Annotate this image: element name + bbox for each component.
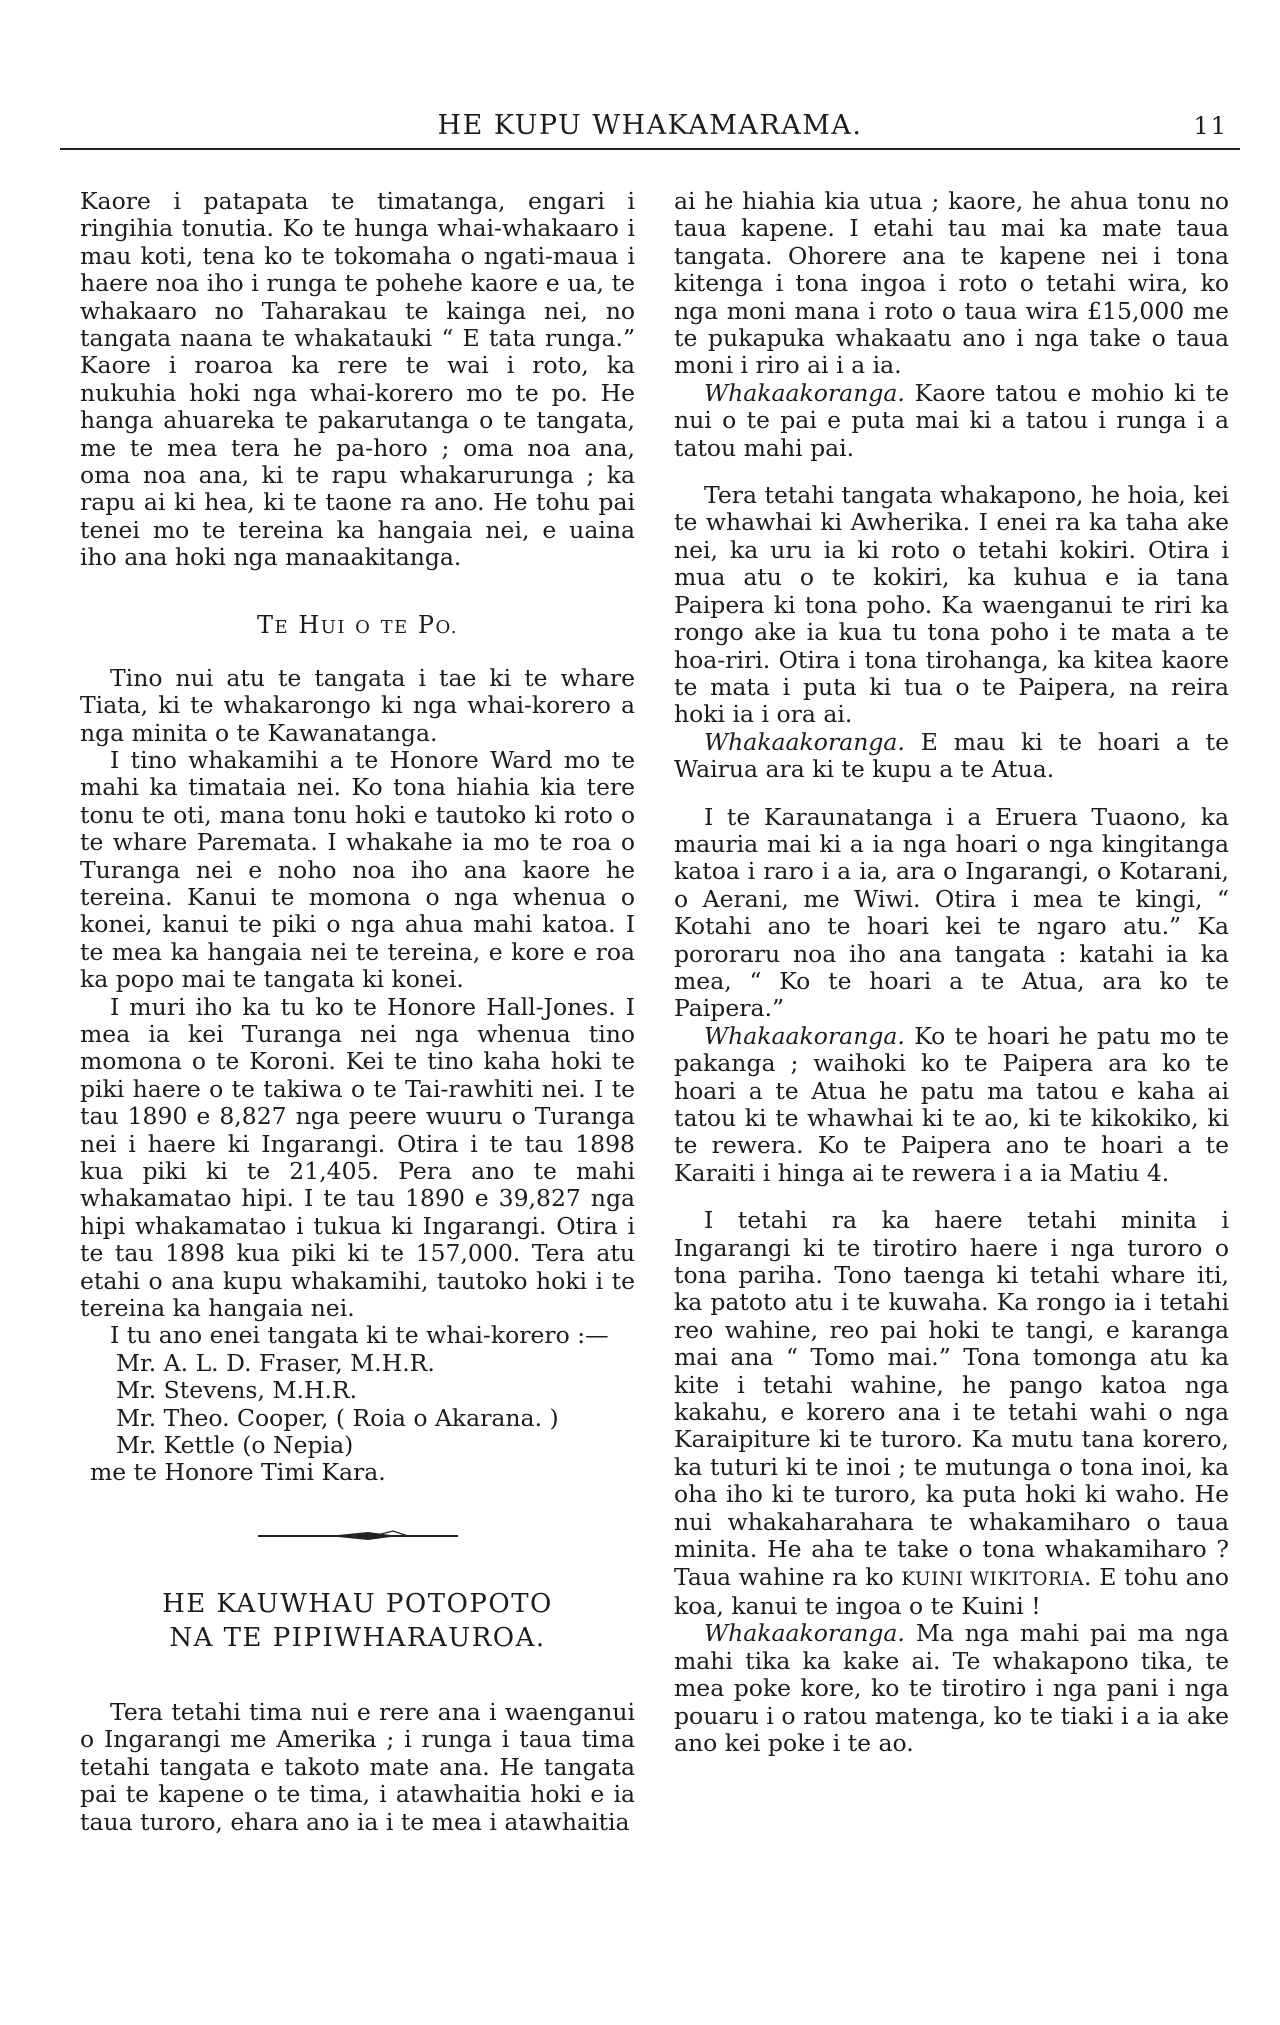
paragraph: Kaore i patapata te timatanga, engari i ringihia tonutia. Ko te hunga whai-whakaaro i mau koti, tena ko te tokomaha o ngati-maua i haere noa iho i runga te pohehe kaore e ua, te whakaaro no Taharakau te kainga nei, no tangata naana te whakatauki “ E tata runga.” Kaore i roaroa ka rere te wai i roto, ka nukuhia hoki nga whai-korero mo te po. He hanga ahuareka te pakarutanga o te tangata, me te mea tera he pa-horo ; oma noa ana, oma noa ana, ki te rapu whakarurunga ; ka rapu ai ki hea, ki te taone ra ano. He tohu pai tenei mo te tereina ka hangaia nei, e uaina iho ana hoki nga manaakitanga. (80, 187, 635, 572)
paragraph: Whakaakoranga. E mau ki te hoari a te Wairua ara ki te kupu a te Atua. (674, 727, 1229, 784)
paragraph: I te Karaunatanga i a Eruera Tuaono, ka mauria mai ki a ia nga hoari o nga kingitanga katoa i raro i a ia, ara o Ingarangi, o Kotarani, o Aerani, me Wiwi. Otira i mea te kingi, “ Kotahi ano te hoari kei te ngaro atu.” Ka pororaru noa iho ana tangata : katahi ia ka mea, “ Ko te hoari a te Atua, ara ko te Paipera.” (674, 802, 1229, 1023)
speaker-list-item: Mr. Theo. Cooper, ( Roia o Akarana. ) (116, 1403, 559, 1432)
paragraph: Whakaakoranga. Kaore tatou e mohio ki te nui o te pai e puta mai ki a tatou i runga i a tatou mahi pai. (674, 378, 1229, 462)
lesson-label: Whakaakoranga. (704, 1619, 905, 1648)
page-header (60, 108, 1240, 150)
running-title: HE KUPU WHAKAMARAMA. (437, 110, 863, 141)
paragraph: Tera tetahi tima nui e rere ana i waenganui o Ingarangi me Amerika ; i runga i taua tima tetahi tangata e takoto mate ana. He tangata pai te kapene o te tima, i atawhaitia hoki e ia taua turoro, ehara ano ia i te mea i atawhaitia (80, 1697, 635, 1836)
queen-name: KUINI WIKITORIA (901, 1568, 1085, 1590)
speaker-list-item: Mr. Kettle (o Nepia) (116, 1431, 354, 1460)
paragraph: ai he hiahia kia utua ; kaore, he ahua tonu no taua kapene. I etahi tau mai ka mate taua tangata. Ohorere ana te kapene nei i tona kitenga i tona ingoa i roto o tetahi wira, ko nga moni mana i roto o taua wira £15,000 me te pukapuka whakaatu ano i nga take o taua moni i riro ai i a ia. (674, 187, 1229, 380)
lesson-label: Whakaakoranga. (704, 727, 905, 756)
speaker-list-item: Mr. Stevens, M.H.R. (116, 1376, 358, 1405)
speaker-list-item: Mr. A. L. D. Fraser, M.H.R. (116, 1348, 435, 1377)
left-column (80, 188, 635, 1836)
closing-line: me te Honore Timi Kara. (90, 1458, 386, 1487)
paragraph: I tino whakamihi a te Honore Ward mo te mahi ka timataia nei. Ko tona hiahia kia tere tonu te oti, mana tonu hoki e tautoko ki roto o te whare Paremata. I whakahe ia mo te roa o Turanga nei e noho noa iho ana kaore he tereina. Kanui te momona o nga whenua o konei, kanui te piki o nga ahua mahi katoa. I te mea ka hangaia nei te tereina, e kore e roa ka popo mai te tangata ki konei. (80, 745, 635, 994)
paragraph: I tetahi ra ka haere tetahi minita i Ingarangi ki te tirotiro haere i nga turoro o tona pariha. Tono taenga ki tetahi whare iti, ka patoto atu i te kuwaha. Ka rongo ia i tetahi reo wahine, reo pai hoki te tangi, e karanga mai ana “ Tomo mai.” Tona tomonga atu ka kite i tetahi wahine, he pango katoa nga kakahu, e korero ana i te tetahi wahi o nga Karaipiture ki te turoro. Ka mutu tana korero, ka tuturi ki te inoi ; te mutunga o tona inoi, ka oha iho ki te turoro, ka puta hoki ki waho. He nui whakaharahara te whakamiharo o taua minita. He aha te take o tona whakamiharo ? Taua wahine ra ko KUINI WIKITORIA. E tohu ano koa, kanui te ingoa o te Kuini ! (674, 1206, 1229, 1620)
section-heading-line: HE KAUWHAU POTOPOTO (162, 1588, 553, 1619)
ornamental-divider (258, 1529, 458, 1543)
lesson-label: Whakaakoranga. (704, 1021, 905, 1050)
page-number: 11 (1193, 112, 1228, 140)
paragraph: I muri iho ka tu ko te Honore Hall-Jones. I mea ia kei Turanga nei nga whenua tino momona o te Koroni. Kei te tino kaha hoki te piki haere o te takiwa o te Tai-rawhiti nei. I te tau 1890 e 8,827 nga peere wuuru o Turanga nei i haere ki Ingarangi. Otira i te tau 1898 kua piki ki te 21,405. Pera ano te mahi whakamatao hipi. I te tau 1890 e 39,827 nga hipi whakamatao i tukua ki Ingarangi. Otira i te tau 1898 kua piki ki te 157,000. Tera atu etahi o ana kupu whakamihi, tautoko hoki i te tereina ka hangaia nei. (80, 992, 635, 1323)
paragraph: Whakaakoranga. Ko te hoari he patu mo te pakanga ; waihoki ko te Paipera ara ko te hoari a te Atua he patu ma tatou e kaha ai tatou ki te whawhai ki te ao, ki te kikokiko, ki te rewera. Ko te Paipera ano te hoari a te Karaiti i hinga ai te rewera i a ia Matiu 4. (674, 1021, 1229, 1187)
section-heading-line: NA TE PIPIWHARAUROA. (169, 1622, 546, 1653)
right-column (674, 188, 1229, 1757)
paragraph: Tera tetahi tangata whakapono, he hoia, kei te whawhai ki Awherika. I enei ra ka taha ake nei, ka uru ia ki roto o tetahi kokiri. Otira i mua atu o te kokiri, ka kuhua e ia tana Paipera ki tona poho. Ka waenganui te riri ka rongo ake ia kua tu tona poho i te mata a te hoa-riri. Otira i tona tirohanga, ka kitea kaore te mata i puta ki tua o te Paipera, na reira hoki ia i ora ai. (674, 481, 1229, 729)
paragraph: Whakaakoranga. Ma nga mahi pai ma nga mahi tika ka kake ai. Te whakapono tika, te mea poke kore, ko te tirotiro i nga pani i nga pouaru i o ratou matenga, ko te tiaki i a ia ake ano kei poke i te ao. (674, 1619, 1229, 1757)
section-heading-te-hui-o-te-po: TE HUI O TE PO. (257, 610, 458, 639)
lesson-label: Whakaakoranga. (704, 378, 905, 407)
paragraph: Tino nui atu te tangata i tae ki te whare Tiata, ki te whakarongo ki nga whai-korero a nga minita o te Kawanatanga. (80, 663, 635, 747)
paragraph: I tu ano enei tangata ki te whai-korero :— (110, 1321, 609, 1350)
